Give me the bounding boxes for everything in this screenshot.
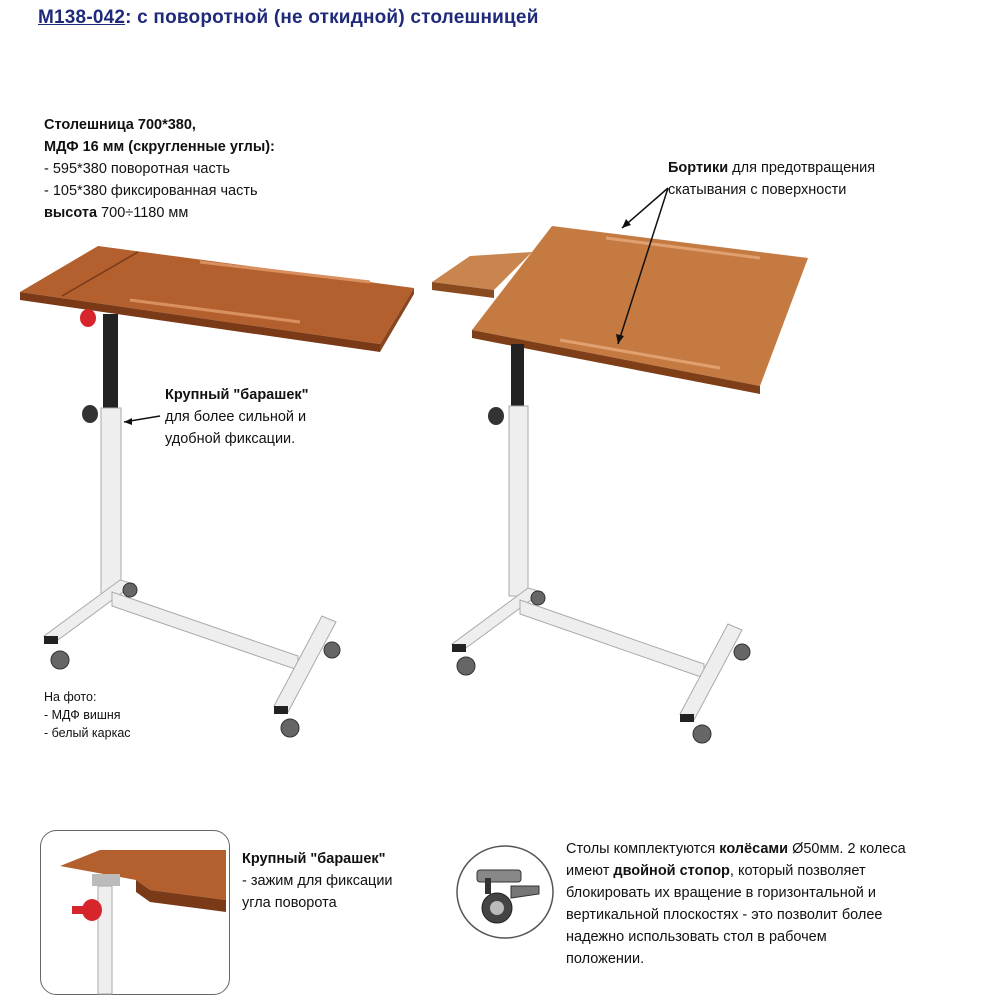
wheels-caption-p1: Столы комплектуются xyxy=(566,841,720,857)
wheels-caption-line-6: положении. xyxy=(566,951,645,967)
rims-callout-line-2: скатывания с поверхности xyxy=(668,182,847,198)
wingnut-callout-title: Крупный "барашек" xyxy=(165,387,309,403)
wheels-caption-p4: , который позволяет xyxy=(729,863,866,879)
title-description: с поворотной (не откидной) столешницей xyxy=(131,7,539,28)
rims-callout-rest: для предотвращения xyxy=(728,160,876,176)
model-number: M138-042 xyxy=(38,7,126,28)
spec-line-1: Столешница 700*380, xyxy=(44,117,196,133)
wheels-caption xyxy=(566,838,906,970)
clamp-detail-photo xyxy=(40,830,230,995)
wheels-caption-b1: колёсами xyxy=(719,841,789,857)
clamp-caption xyxy=(242,848,393,914)
wingnut-callout-line-2: для более сильной и xyxy=(165,409,307,425)
spec-height-value: 700÷1180 мм xyxy=(97,205,189,221)
wheel-detail-photo xyxy=(455,842,555,942)
clamp-caption-line-2: - зажим для фиксации xyxy=(242,873,393,889)
clamp-caption-line-3: угла поворота xyxy=(242,895,337,911)
clamp-caption-title: Крупный "барашек" xyxy=(242,851,386,867)
wheels-caption-p3: имеют xyxy=(566,863,614,879)
wheels-caption-b2: двойной стопор xyxy=(613,863,730,879)
wingnut-callout xyxy=(165,384,309,450)
spec-line-3: - 595*380 поворотная часть xyxy=(44,161,230,177)
wheels-caption-line-4: вертикальной плоскостях - это позволит более xyxy=(566,907,883,923)
photo-note-item-2: - белый каркас xyxy=(44,726,131,740)
spec-line-4: - 105*380 фиксированная часть xyxy=(44,183,258,199)
title-separator: : xyxy=(125,7,132,28)
wingnut-callout-line-3: удобной фиксации. xyxy=(165,431,296,447)
wingnut-right-icon xyxy=(488,407,504,425)
photo-note-title: На фото: xyxy=(44,690,97,704)
wheels-caption-p2: Ø50мм. 2 колеса xyxy=(788,841,906,857)
rims-callout xyxy=(668,157,875,201)
wheels-caption-line-5: надежно использовать стол в рабочем xyxy=(566,929,827,945)
photo-note-item-1: - МДФ вишня xyxy=(44,708,121,722)
spec-height-label: высота xyxy=(44,205,98,221)
rims-callout-bold: Бортики xyxy=(668,160,729,176)
wheels-caption-line-3: блокировать их вращение в горизонтальной и xyxy=(566,885,877,901)
photo-note xyxy=(44,688,131,742)
spec-line-2: МДФ 16 мм (скругленные углы): xyxy=(44,139,275,155)
